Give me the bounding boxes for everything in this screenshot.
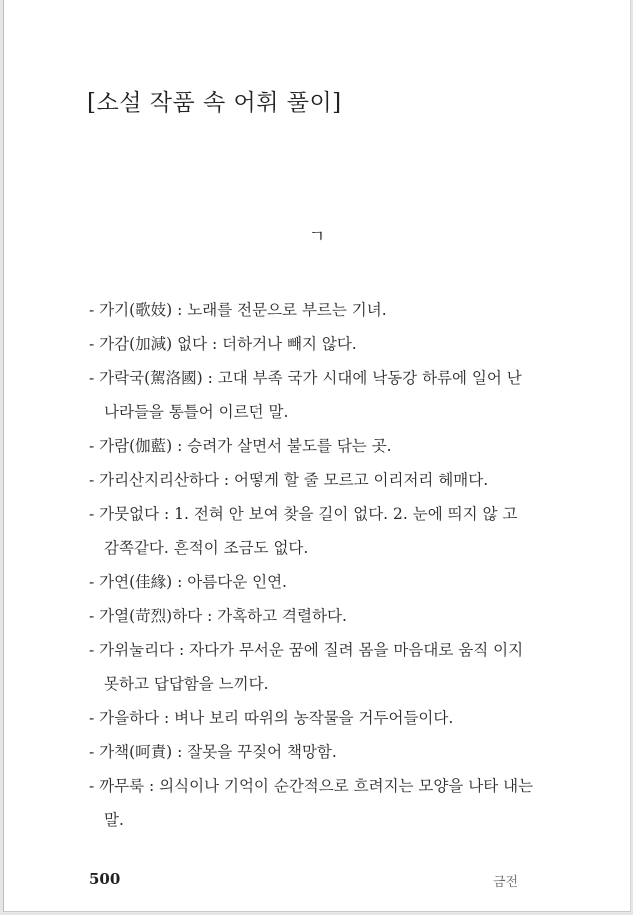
glossary-entry: - 까무룩 : 의식이나 기억이 순간적으로 흐려지는 모양을 나타 내는 말.: [89, 777, 534, 829]
glossary-entry: - 가뭇없다 : 1. 전혀 안 보여 찾을 길이 없다. 2. 눈에 띄지 않 고 감쪽같다. 흔적이 조금도 없다.: [89, 505, 518, 557]
section-heading: ㄱ: [308, 227, 326, 247]
page-title: [소설 작품 속 어휘 풀이]: [87, 90, 342, 116]
running-title: 금전: [493, 875, 519, 890]
glossary-entry: - 가람(伽藍) : 승려가 살면서 불도를 닦는 곳.: [89, 437, 392, 455]
book-page: [3, 0, 631, 912]
glossary-entry: - 가을하다 : 벼나 보리 따위의 농작물을 거두어들이다.: [89, 709, 454, 727]
glossary-entry: - 가열(苛烈)하다 : 가혹하고 격렬하다.: [89, 607, 347, 625]
glossary-entry: - 가연(佳緣) : 아름다운 인연.: [89, 573, 287, 591]
glossary-list: [89, 293, 535, 837]
glossary-entry: - 가감(加減) 없다 : 더하거나 빼지 않다.: [89, 335, 357, 353]
glossary-entry: - 가기(歌妓) : 노래를 전문으로 부르는 기녀.: [89, 301, 387, 319]
page-number: 500: [89, 870, 121, 888]
glossary-entry: - 가리산지리산하다 : 어떻게 할 줄 모르고 이리저리 헤매다.: [89, 471, 489, 489]
glossary-entry: - 가책(呵責) : 잘못을 꾸짖어 책망함.: [89, 743, 337, 761]
glossary-entry: - 가위눌리다 : 자다가 무서운 꿈에 질려 몸을 마음대로 움직 이지 못하고 답답함을 느끼다.: [89, 641, 524, 693]
glossary-entry: - 가락국(駕洛國) : 고대 부족 국가 시대에 낙동강 하류에 일어 난 나라들을 통틀어 이르던 말.: [89, 369, 522, 421]
